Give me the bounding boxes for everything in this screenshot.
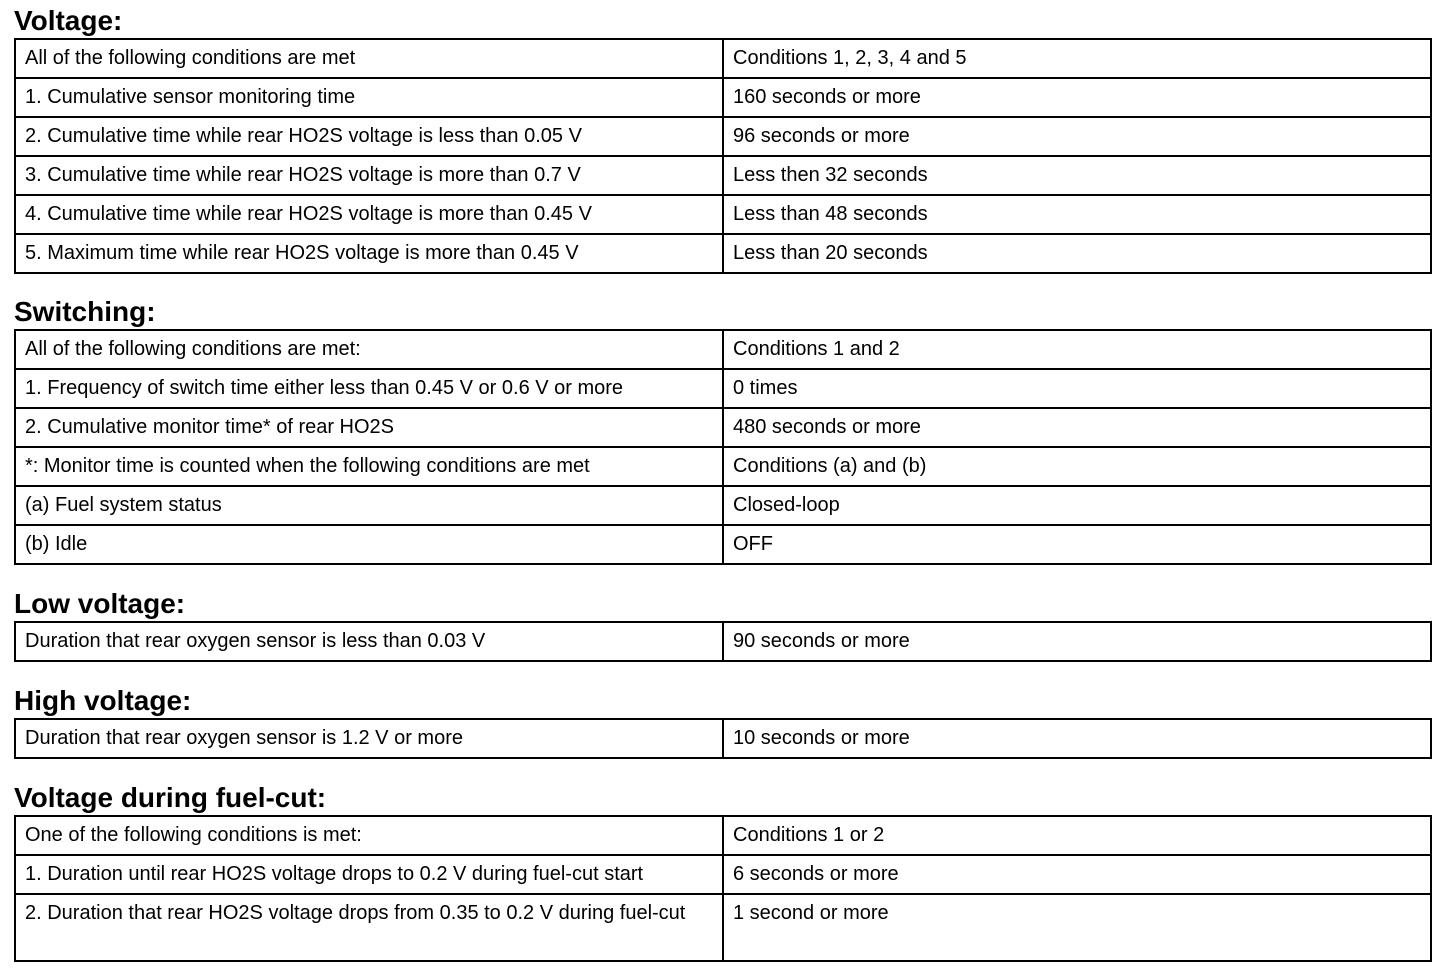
table-row — [15, 486, 1431, 525]
condition-cell: 1. Frequency of switch time either less than 0.45 V or 0.6 V or more — [15, 369, 723, 408]
section-title: Switching: — [14, 296, 156, 327]
value-cell: Conditions 1 or 2 — [723, 816, 1431, 855]
value-cell: 1 second or more — [723, 894, 1431, 961]
value-cell: OFF — [723, 525, 1431, 564]
table-row — [15, 195, 1431, 234]
value-cell: 160 seconds or more — [723, 78, 1431, 117]
value-cell: Conditions 1, 2, 3, 4 and 5 — [723, 39, 1431, 78]
condition-cell: *: Monitor time is counted when the following conditions are met — [15, 447, 723, 486]
section-voltage-fuel-cut — [14, 781, 1430, 962]
section-high-voltage — [14, 684, 1430, 759]
table-row — [15, 447, 1431, 486]
value-cell: Less than 48 seconds — [723, 195, 1431, 234]
value-cell: Less then 32 seconds — [723, 156, 1431, 195]
section-switching — [14, 295, 1430, 565]
condition-cell: One of the following conditions is met: — [15, 816, 723, 855]
condition-cell: 1. Cumulative sensor monitoring time — [15, 78, 723, 117]
conditions-table — [14, 718, 1432, 759]
conditions-table — [14, 38, 1432, 274]
condition-cell: 2. Cumulative time while rear HO2S voltage is less than 0.05 V — [15, 117, 723, 156]
section-title: High voltage: — [14, 685, 192, 716]
value-cell: 480 seconds or more — [723, 408, 1431, 447]
section-title: Voltage: — [14, 5, 123, 36]
table-row — [15, 369, 1431, 408]
table-row — [15, 117, 1431, 156]
value-cell: Conditions 1 and 2 — [723, 330, 1431, 369]
table-row — [15, 525, 1431, 564]
table-row — [15, 622, 1431, 661]
condition-cell: (a) Fuel system status — [15, 486, 723, 525]
condition-cell: (b) Idle — [15, 525, 723, 564]
value-cell: 90 seconds or more — [723, 622, 1431, 661]
table-row — [15, 894, 1431, 961]
value-cell: Conditions (a) and (b) — [723, 447, 1431, 486]
value-cell: 96 seconds or more — [723, 117, 1431, 156]
value-cell: Less than 20 seconds — [723, 234, 1431, 273]
table-row — [15, 330, 1431, 369]
table-row — [15, 39, 1431, 78]
table-row — [15, 234, 1431, 273]
condition-cell: Duration that rear oxygen sensor is less than 0.03 V — [15, 622, 723, 661]
section-low-voltage — [14, 587, 1430, 662]
table-row — [15, 408, 1431, 447]
table-row — [15, 78, 1431, 117]
condition-cell: All of the following conditions are met: — [15, 330, 723, 369]
table-row — [15, 156, 1431, 195]
condition-cell: 2. Duration that rear HO2S voltage drops from 0.35 to 0.2 V during fuel-cut — [15, 894, 723, 961]
conditions-table — [14, 815, 1432, 962]
value-cell: 0 times — [723, 369, 1431, 408]
condition-cell: All of the following conditions are met — [15, 39, 723, 78]
table-row — [15, 816, 1431, 855]
conditions-table — [14, 329, 1432, 565]
condition-cell: 4. Cumulative time while rear HO2S voltage is more than 0.45 V — [15, 195, 723, 234]
section-title: Low voltage: — [14, 588, 186, 619]
section-voltage — [14, 4, 1430, 274]
condition-cell: Duration that rear oxygen sensor is 1.2 V or more — [15, 719, 723, 758]
table-row — [15, 855, 1431, 894]
condition-cell: 1. Duration until rear HO2S voltage drops to 0.2 V during fuel-cut start — [15, 855, 723, 894]
condition-cell: 5. Maximum time while rear HO2S voltage is more than 0.45 V — [15, 234, 723, 273]
value-cell: 10 seconds or more — [723, 719, 1431, 758]
section-title: Voltage during fuel-cut: — [14, 782, 327, 813]
conditions-table — [14, 621, 1432, 662]
value-cell: 6 seconds or more — [723, 855, 1431, 894]
table-row — [15, 719, 1431, 758]
condition-cell: 3. Cumulative time while rear HO2S voltage is more than 0.7 V — [15, 156, 723, 195]
condition-cell: 2. Cumulative monitor time* of rear HO2S — [15, 408, 723, 447]
value-cell: Closed-loop — [723, 486, 1431, 525]
